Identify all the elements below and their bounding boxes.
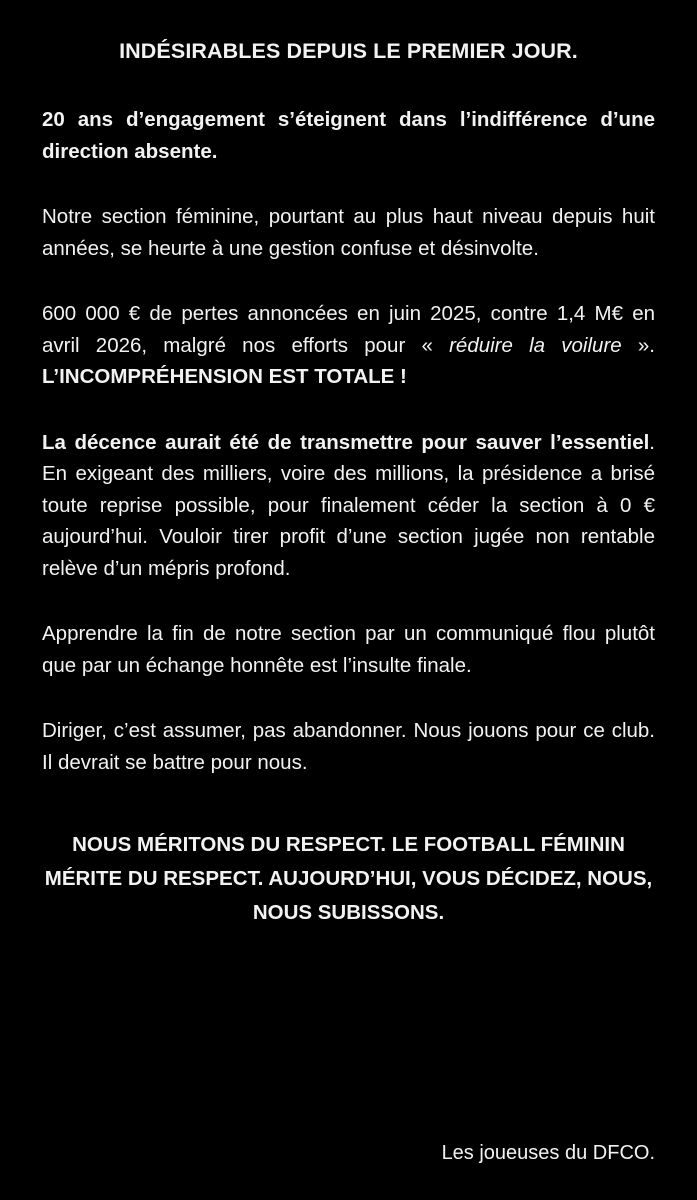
paragraph-2-emphasis: L’INCOMPRÉHENSION EST TOTALE ! [42,365,407,388]
signature: Les joueuses du DFCO. [441,1142,655,1164]
paragraph-2-text-b: ». [621,333,655,357]
paragraph-5: Diriger, c’est assumer, pas abandonner. Nous jouons pour ce club. Il devrait se battre pour nous. [42,719,655,774]
paragraph-3-text: . En exigeant des milliers, voire des millions, la présidence a brisé toute reprise possible, pour finalement céder la section à 0 € aujourd’hui. Vouloir tirer profit d’une section jugée non rentable relève d’un mépris profond. [42,430,655,580]
paragraph-3-lead: La décence aurait été de transmettre pour sauver l’essentiel [42,430,650,454]
intro-text: 20 ans d’engagement s’éteignent dans l’indifférence d’une direction absente. [42,108,655,163]
intro-paragraph [42,104,655,167]
paragraph-2-quote: réduire la voilure [449,333,622,357]
paragraph-1: Notre section féminine, pourtant au plus haut niveau depuis huit années, se heurte à une gestion confuse et désinvolte. [42,205,655,260]
paragraph-4: Apprendre la fin de notre section par un communiqué flou plutôt que par un échange honnête est l’insulte finale. [42,622,655,677]
paragraph-2-text-a: 600 000 € de pertes annoncées en juin 2025, contre 1,4 M€ en avril 2026, malgré nos efforts pour « [42,302,655,357]
paragraph-2 [42,298,655,393]
document-title: INDÉSIRABLES DEPUIS LE PREMIER JOUR. [119,39,578,63]
paragraph-3 [42,427,655,585]
closing-statement: NOUS MÉRITONS DU RESPECT. LE FOOTBALL FÉMININ MÉRITE DU RESPECT. AUJOURD’HUI, VOUS DÉCIDEZ, NOUS, NOUS SUBISSONS. [44,833,653,924]
